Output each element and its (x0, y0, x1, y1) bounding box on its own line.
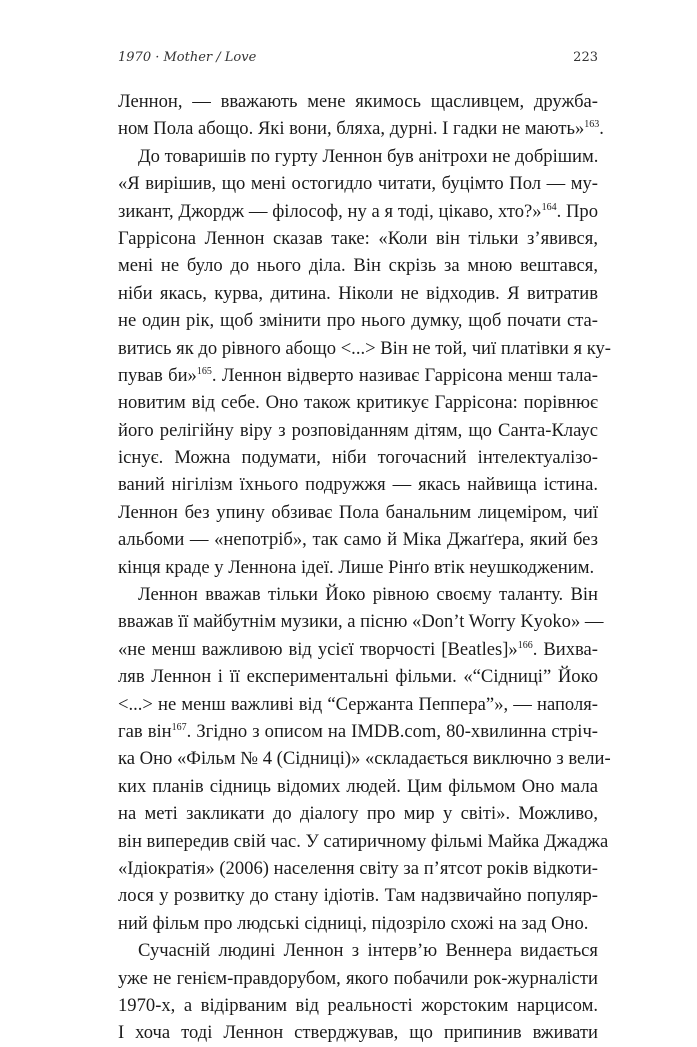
body-text (118, 88, 611, 1047)
line-text: ний фільм про людські сідниці, підозріло схожі на зад Оно. (118, 912, 589, 934)
text-line (118, 773, 598, 800)
line-text: «Ідіократія» (2006) населення світу за п’ятсот років відкоти- (118, 857, 598, 879)
line-text: не один рік, щоб змінити про нього думку, щоб почати ста- (118, 310, 598, 332)
footnote-ref: 165 (196, 365, 212, 377)
paragraph (118, 581, 611, 937)
line-text: ка Оно «Фільм № 4 (Сідниці)» «складається виключно з вели- (118, 748, 611, 770)
line-text: він випередив свій час. У сатиричному фільмі Майка Джаджа (118, 830, 609, 852)
text-line (118, 499, 598, 526)
text-line (118, 1019, 598, 1046)
text-line (118, 88, 598, 115)
text-line (118, 389, 598, 416)
line-text: Леннон вважав тільки Йоко рівною своєму таланту. Він (138, 584, 598, 606)
footnote-ref: 163 (584, 119, 600, 131)
page-number: 223 (573, 50, 598, 65)
text-line (118, 855, 598, 882)
text-line (118, 965, 598, 992)
text-line (118, 335, 611, 362)
line-text: 1970-х, а відірваним від реальності жорстоким нарцисом. (118, 994, 598, 1016)
line-text: ких планів сідниць відомих людей. Цим фільмом Оно мала (118, 775, 598, 797)
paragraph (118, 143, 611, 581)
footnote-ref: 164 (541, 201, 557, 213)
line-text: <...> не менш важливі від “Сержанта Пеппера”», — наполя- (118, 693, 598, 715)
line-text: «не менш важливою від усієї творчості [Beatles]» (118, 638, 518, 660)
text-line (118, 718, 598, 745)
line-text: лося у розвитку до стану ідіотів. Там надзвичайно популяр- (118, 885, 598, 907)
line-text: новитим від себе. Оно також критикує Гаррісона: порівнює (118, 392, 598, 414)
paragraph (118, 937, 598, 1047)
running-title: 1970 · Mother / Love (118, 50, 257, 65)
text-line (118, 581, 598, 608)
line-text: на меті закликати до діалогу про мир у світі». Можливо, (118, 803, 598, 825)
line-text-after: . Вихва- (532, 638, 598, 660)
text-line (118, 143, 598, 170)
line-text: Гаррісона Леннон сказав таке: «Коли він тільки з’явився, (118, 227, 598, 249)
text-line (118, 417, 598, 444)
line-text: мені не було до нього діла. Він скрізь за мною вештався, (118, 255, 598, 277)
text-line (118, 910, 598, 937)
line-text: До товаришів по гурту Леннон був анітрохи не добрішим. (138, 145, 599, 167)
line-text-after: . Згідно з описом на IMDB.com, 80-хвилинна стріч- (186, 720, 599, 742)
line-text-after: . Леннон відверто називає Гаррісона менш тала- (211, 364, 598, 386)
line-text: пував би» (118, 364, 197, 386)
text-line (118, 828, 609, 855)
text-line (118, 526, 598, 553)
line-text: ніби якась, курва, дитина. Ніколи не відходив. Я витратив (118, 282, 598, 304)
line-text: ляв Леннон і її експериментальні фільми. «“Сідниці” Йоко (118, 666, 598, 688)
line-text: уже не генієм-правдорубом, якого побачили рок-журналісти (118, 967, 598, 989)
line-text: Леннон без упину обзиває Пола банальним лицеміром, чиї (118, 501, 598, 523)
text-line (118, 663, 598, 690)
footnote-ref: 167 (171, 721, 187, 733)
line-text: Сучасній людині Леннон з інтерв’ю Веннера видається (138, 940, 598, 962)
line-text: І хоча тоді Леннон стверджував, що припинив вживати (118, 1022, 598, 1044)
text-line (118, 115, 604, 142)
text-line (118, 198, 598, 225)
text-line (118, 800, 598, 827)
line-text-after: . Про (556, 200, 598, 222)
text-line (118, 225, 598, 252)
text-line (118, 745, 611, 772)
text-line (118, 362, 598, 389)
paragraph (118, 88, 604, 143)
footnote-ref: 166 (517, 639, 533, 651)
text-line (118, 691, 598, 718)
text-line (118, 608, 604, 635)
text-line (118, 170, 598, 197)
text-line (118, 636, 598, 663)
line-text: ном Пола абощо. Які вони, бляха, дурні. І гадки не мають» (118, 118, 585, 140)
line-text: «Я вирішив, що мені остогидло читати, буцімто Пол — му- (118, 173, 598, 195)
line-text: гав він (118, 720, 172, 742)
text-line (118, 554, 598, 581)
text-line (118, 882, 598, 909)
line-text: ваний нігілізм їхнього подружжя — якась найвища істина. (118, 474, 598, 496)
text-line (118, 252, 598, 279)
text-line (118, 444, 598, 471)
text-line (118, 280, 598, 307)
line-text: зикант, Джордж — філософ, ну а я тоді, цікаво, хто?» (118, 200, 542, 222)
text-line (118, 937, 598, 964)
line-text: кінця краде у Леннона ідеї. Лише Рінґо втік неушкодженим. (118, 556, 595, 578)
line-text-after: . (599, 118, 604, 140)
line-text: витись як до рівного абощо <...> Він не той, чиї платівки я ку- (118, 337, 611, 359)
line-text: існує. Можна подумати, ніби тогочасний інтелектуалізо- (118, 447, 598, 469)
text-line (118, 471, 598, 498)
line-text: Леннон, — вважають мене якимось щасливцем, дружба- (118, 91, 598, 112)
line-text: альбоми — «непотріб», так само й Міка Джаґґера, який без (118, 529, 598, 551)
line-text: його релігійну віру з розповіданням дітям, що Санта-Клаус (118, 419, 598, 441)
text-line (118, 992, 598, 1019)
running-head (118, 50, 598, 72)
text-line (118, 307, 598, 334)
line-text: вважав її майбутнім музики, а пісню «Don’t Worry Kyoko» — (118, 611, 604, 633)
